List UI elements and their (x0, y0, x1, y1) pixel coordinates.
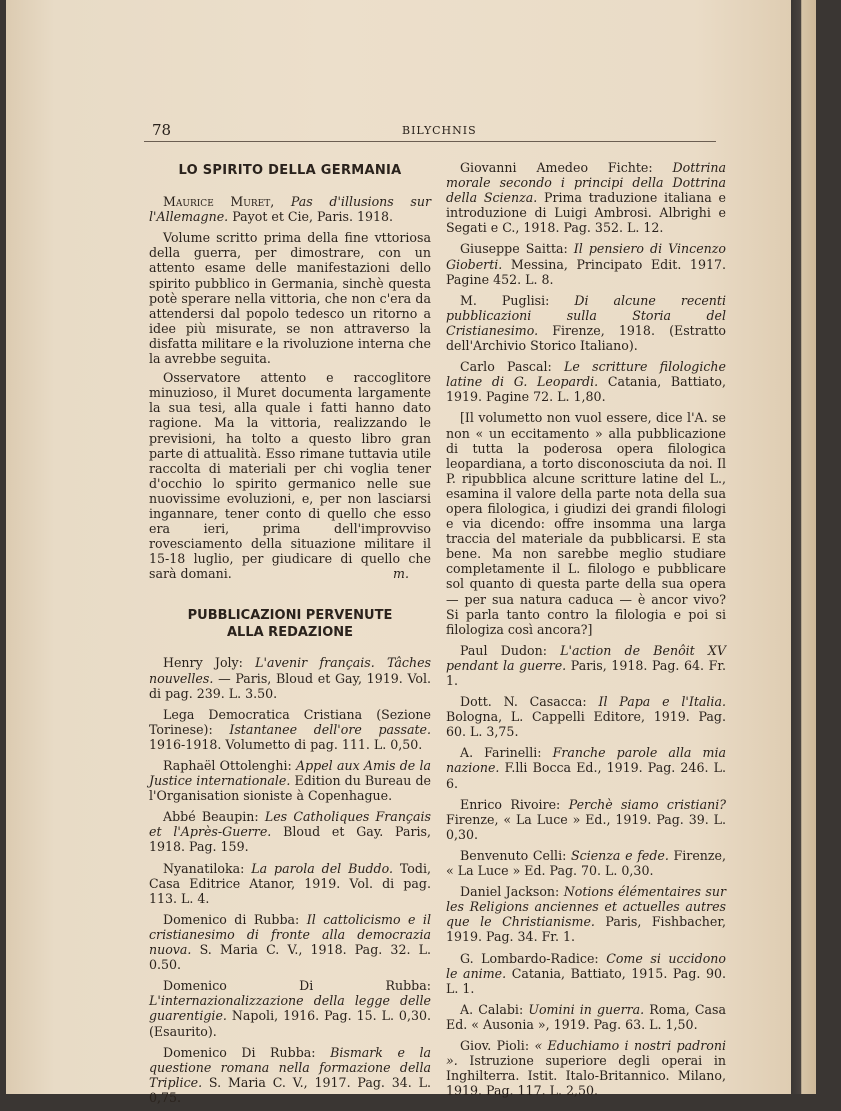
entry-author: Henry Joly: (163, 655, 243, 671)
entry-author: M. Puglisi: (460, 292, 550, 308)
entry-title: L'avenir français. Tâches nouvelles. (149, 655, 431, 686)
bibliography-entry (446, 1002, 726, 1032)
entry-title: Il cattolicismo e il cristianesimo di fronte alla democrazia nuova. (149, 911, 431, 958)
entry-details: Todi, Casa Editrice Atanor, 1919. Vol. di pag. 113. L. 4. (149, 860, 431, 906)
entry-author: Giovanni Amedeo Fichte: (460, 160, 653, 175)
editorial-note: [Il volumetto non vuol essere, dice l'A. se non « un eccitamento » alla pubblicazione di tutta la poderosa opera filologica leopardiana, a torto disconosciuta da noi. Il P. ripubblica alcune scritture latine del L., esamina il valore della parte nota della sua opera filologica, i giudizi dei grandi filologi e via dicendo: offre insomma una larga traccia del materiale da pubblicarsi. E sta bene. Ma non sarebbe meglio studiare completamente il L. filologo e pubblicare sol quanto di questa parte della sua opera — per sua natura caduca — è ancor vivo? Si parla tanto contro la filologia e poi si filologiza così ancora?] (446, 410, 726, 637)
entry-title: Il pensiero di Vincenzo Gioberti. (446, 241, 726, 272)
section-title-spirito: LO SPIRITO DELLA GERMANIA (178, 163, 402, 178)
review-signature: m. (393, 566, 409, 582)
bibliography-entry (446, 884, 726, 944)
entry-title: Uomini in guerra. (528, 1001, 645, 1017)
review-paragraph-1: Volume scritto prima della fine vttoriosa della guerra, per dimostrare, con un attento esame delle manifestazioni dello spirito pubblico in Germania, sinchè questa potè sperare nella vittoria, che non c'era da attendersi dal popolo tedesco un ritorno a idee più misurate, se non attraverso la disfatta militare e la rivoluzione interna che la avrebbe seguita. (149, 230, 431, 367)
review-paragraph-2-text: Osservatore attento e raccoglitore minuzioso, il Muret documenta largamente la sua tesi, alla quale i fatti hanno dato ragione. Ma la vittoria, realizzando le previsioni, ha tolto a questo libro gran parte di attualità. Esso rimane tuttavia utile raccolta di materiali per chi voglia tener d'occhio lo spirito germanico nelle sue nuovissime evoluzioni, e, per non lasciarsi ingannare, tener conto di quello che esso era ieri, prima dell'improvviso rovesciamento della situazione militare il 15-18 luglio, per giudicare di quello che sarà domani. (149, 370, 431, 582)
bibliography-entry (446, 797, 726, 842)
journal-title: BILYCHNIS (402, 124, 477, 137)
bibliography-entry (149, 912, 431, 972)
entry-title: Les Catholiques Français et l'Après-Guerre. (149, 809, 431, 840)
right-entry-list (446, 160, 726, 404)
bibliography-entry (446, 643, 726, 688)
bibliography-entry (149, 655, 431, 700)
entry-title: Di alcune recenti pubblicazioni sulla Storia del Cristianesimo. (446, 292, 726, 338)
bibliography-entry (446, 293, 726, 353)
entry-title: Notions élémentaires sur les Religions anciennes et actuelles autres que le Christianisme. (446, 884, 726, 930)
entry-title: Appel aux Amis de la Justice internationale. (149, 758, 431, 789)
section-title-line-2: ALLA REDAZIONE (226, 625, 354, 641)
book-page (6, 0, 816, 1105)
entry-title: Franche parole alla mia nazione. (446, 745, 726, 776)
entry-author: Lega Democratica Cristiana (Sezione Torinese): (149, 706, 431, 737)
review-title: Pas d'illusions sur l'Allemagne. (149, 194, 431, 225)
section-title-line-1: PUBBLICAZIONI PERVENUTE (187, 608, 393, 624)
entry-details: Paris, Fishbacher, 1919. Pag. 34. Fr. 1. (446, 914, 726, 945)
entry-title: « Educhiamo i nostri padroni ». (446, 1037, 726, 1069)
bibliography-entry (149, 809, 431, 854)
left-entry-list (149, 655, 431, 1105)
bibliography-entry (446, 359, 726, 404)
bibliography-entry (149, 1045, 431, 1105)
entry-title: La parola del Buddo. (251, 860, 393, 876)
entry-details: — Paris, Bloud et Gay, 1919. Vol. di pag. 239. L. 3.50. (149, 670, 431, 701)
entry-details: F.lli Bocca Ed., 1919. Pag. 246. L. 6. (446, 760, 726, 791)
entry-details: Messina, Principato Edit. 1917. Pagine 452. L. 8. (446, 256, 726, 287)
bibliography-entry (446, 694, 726, 739)
bibliography-entry (446, 160, 726, 235)
entry-details: Prima traduzione italiana e introduzione di Luigi Ambrosi. Albrighi e Segati e C., 1918. Pag. 352. L. 12. (446, 190, 726, 236)
bibliography-entry (149, 758, 431, 803)
bibliography-entry (149, 861, 431, 906)
right-column (446, 160, 726, 1104)
section-title-pubblicazioni (149, 607, 431, 641)
entry-author: Domenico Di Rubba: (163, 978, 431, 994)
bibliography-entry (446, 241, 726, 286)
bibliography-entry (446, 951, 726, 996)
bibliography-entry (446, 848, 726, 878)
entry-details: Paris, 1918. Pag. 64. Fr. 1. (446, 657, 726, 688)
review-citation (149, 194, 431, 224)
review-publisher: Payot et Cie, Paris. 1918. (232, 209, 394, 225)
entry-details: Bologna, L. Cappelli Editore, 1919. Pag. 60. L. 3,75. (446, 709, 726, 740)
entry-author: Giov. Pioli: (460, 1037, 530, 1053)
entry-details: Bloud et Gay. Paris, 1918. Pag. 159. (149, 824, 431, 855)
entry-details: Napoli, 1916. Pag. 15. L. 0,30. (Esaurito). (149, 1008, 431, 1039)
bibliography-entry (446, 745, 726, 790)
entry-title: Scienza e fede. (571, 847, 669, 863)
entry-title: Istantanee dell'ore passate. (229, 721, 431, 737)
review-paragraph-2 (149, 370, 431, 581)
page-number: 78 (152, 121, 172, 139)
bibliography-entry (149, 707, 431, 752)
entry-details: Roma, Casa Ed. « Ausonia », 1919. Pag. 63. L. 1,50. (446, 1001, 726, 1032)
entry-author: Giuseppe Saitta: (460, 241, 568, 257)
entry-details: Istruzione superiore degli operai in Inghilterra. Istit. Italo-Britannico. Milano, 1919. Pag. 117. L. 2,50. (446, 1053, 726, 1099)
entry-details: Catania, Battiato, 1915. Pag. 90. L. 1. (446, 965, 726, 996)
entry-title: Dottrina morale secondo i principi della Dottrina della Scienza. (446, 160, 726, 206)
entry-title: Il Papa e l'Italia. (598, 694, 726, 710)
entry-author: Domenico Di Rubba: (163, 1044, 316, 1060)
right-entry-list-2 (446, 643, 726, 1099)
entry-author: Abbé Beaupin: (163, 809, 259, 825)
entry-author: Enrico Rivoire: (460, 796, 561, 812)
entry-title: L'action de Benôit XV pendant la guerre. (446, 642, 726, 673)
entry-author: A. Calabi: (460, 1001, 524, 1017)
entry-details: Firenze, « La Luce » Ed., 1919. Pag. 39. L. 0,30. (446, 811, 726, 842)
entry-details: Firenze, 1918. (Estratto dell'Archivio Storico Italiano). (446, 322, 726, 354)
entry-details: S. Maria C. V., 1918. Pag. 32. L. 0.50. (149, 942, 431, 973)
left-column (149, 160, 431, 1111)
entry-author: Domenico di Rubba: (163, 911, 300, 927)
entry-title: Come si uccidono le anime. (446, 950, 726, 981)
entry-author: Daniel Jackson: (460, 884, 560, 900)
entry-details: Edition du Bureau de l'Organisation sioniste à Copenhague. (149, 773, 431, 804)
entry-title: Bismark e la questione romana nella formazione della Triplice. (149, 1044, 431, 1090)
entry-title: L'internazionalizzazione della legge delle guarentigie. (149, 993, 431, 1024)
entry-author: Nyanatiloka: (163, 860, 245, 876)
page-edge (791, 0, 816, 1094)
entry-title: Perchè siamo cristiani? (568, 796, 726, 812)
entry-details: S. Maria C. V., 1917. Pag. 34. L. 0,75. (149, 1074, 431, 1105)
entry-author: A. Farinelli: (460, 745, 542, 761)
bibliography-entry (149, 978, 431, 1038)
review-author: Maurice Muret, (163, 194, 275, 210)
running-header (144, 119, 716, 142)
entry-author: Carlo Pascal: (460, 359, 552, 375)
entry-details: 1916-1918. Volumetto di pag. 111. L. 0,50. (149, 736, 423, 752)
entry-details: Catania, Battiato, 1919. Pagine 72. L. 1,80. (446, 374, 726, 405)
bibliography-entry (446, 1038, 726, 1098)
entry-author: Benvenuto Celli: (460, 847, 567, 863)
entry-title: Le scritture filologiche latine di G. Leopardi. (446, 359, 726, 390)
entry-details: Firenze, « La Luce » Ed. Pag. 70. L. 0,30. (446, 847, 726, 879)
entry-author: Dott. N. Casacca: (460, 694, 587, 710)
entry-author: Paul Dudon: (460, 642, 547, 658)
entry-author: G. Lombardo-Radice: (460, 950, 599, 966)
entry-author: Raphaël Ottolenghi: (163, 758, 292, 773)
